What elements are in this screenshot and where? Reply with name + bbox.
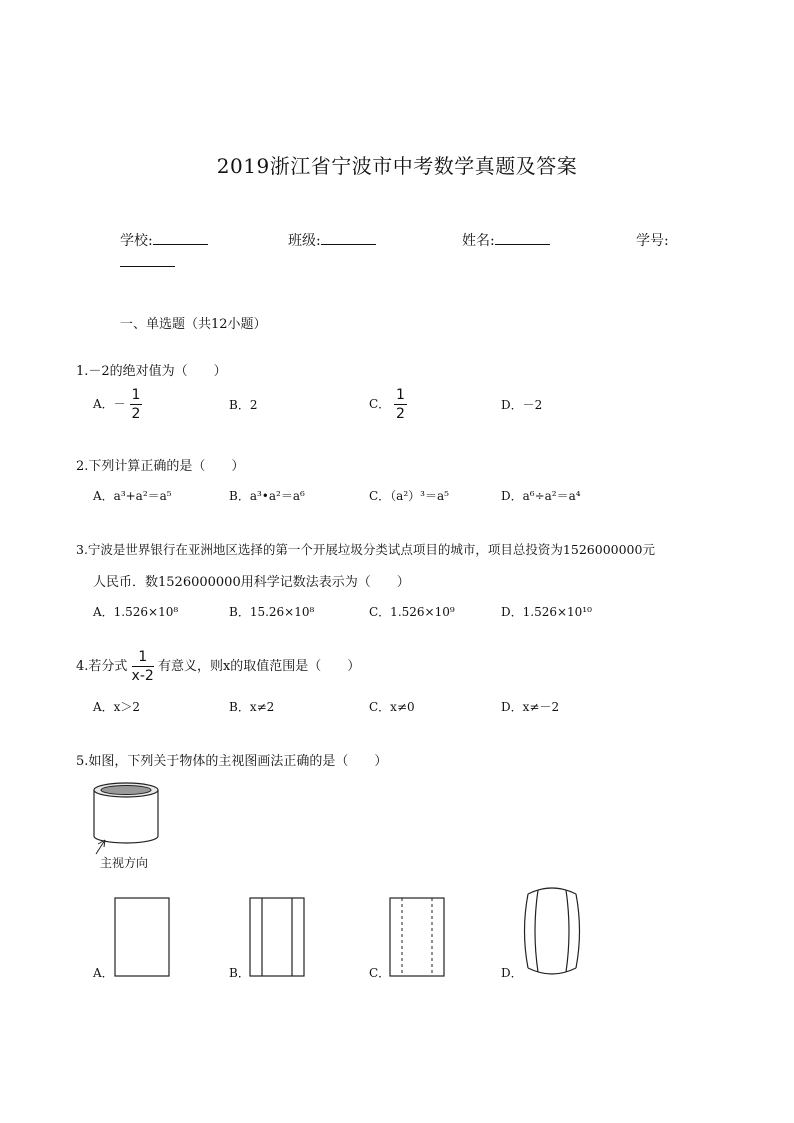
q1-option-d: D．－2 bbox=[501, 398, 543, 412]
q2-option-a: A．a³+a²＝a⁵ bbox=[93, 489, 172, 503]
q1-a-prefix: A．－ bbox=[93, 397, 126, 411]
q4-option-a: A．x＞2 bbox=[93, 700, 141, 714]
q1-a-fraction bbox=[130, 388, 143, 421]
q5-option-c-figure bbox=[388, 896, 448, 980]
q4-option-b: B．x≠2 bbox=[229, 700, 275, 714]
q5-option-c: C． bbox=[369, 966, 391, 980]
q1-c-fraction bbox=[394, 388, 407, 421]
q1-c-num: 1 bbox=[396, 387, 405, 403]
q5-option-d: D． bbox=[501, 966, 523, 980]
q3-option-b: B．15.26×10⁸ bbox=[229, 605, 315, 619]
name-field bbox=[462, 230, 550, 250]
q4-stem-pre: 4.若分式 bbox=[76, 659, 128, 674]
q4-option-d: D．x≠－2 bbox=[501, 700, 560, 714]
q2-option-d: D．a⁶÷a²＝a⁴ bbox=[501, 489, 581, 503]
q4-fraction bbox=[132, 650, 154, 683]
id-blank bbox=[120, 252, 175, 271]
section-title: 一、单选题（共12小题） bbox=[120, 317, 267, 332]
q4-stem-post: 有意义，则x的取值范围是（ ） bbox=[157, 659, 361, 674]
q3-stem-line2: 人民币．数1526000000用科学记数法表示为（ ） bbox=[93, 575, 410, 590]
cylinder-figure bbox=[84, 778, 174, 858]
q1-c-den: 2 bbox=[396, 406, 405, 422]
school-field bbox=[120, 230, 208, 250]
q4-option-c: C．x≠0 bbox=[369, 700, 415, 714]
school-blank bbox=[153, 232, 208, 245]
q1-stem: 1.－2的绝对值为（ ） bbox=[76, 364, 227, 379]
id-label: 学号: bbox=[636, 233, 669, 249]
q2-option-b: B．a³•a²＝a⁶ bbox=[229, 489, 305, 503]
id-field bbox=[636, 230, 669, 250]
q2-stem: 2.下列计算正确的是（ ） bbox=[76, 459, 245, 474]
q5-stem: 5.如图，下列关于物体的主视图画法正确的是（ ） bbox=[76, 754, 388, 769]
q3-option-c: C．1.526×10⁹ bbox=[369, 605, 455, 619]
q5-option-b: B． bbox=[229, 966, 250, 980]
page-title: 2019浙江省宁波市中考数学真题及答案 bbox=[216, 154, 578, 178]
q1-option-a bbox=[93, 388, 142, 421]
q4-frac-num: 1 bbox=[138, 649, 148, 665]
q1-c-prefix: C． bbox=[369, 397, 391, 411]
q1-a-den: 2 bbox=[131, 406, 141, 422]
q3-option-d: D．1.526×10¹⁰ bbox=[501, 605, 592, 619]
class-label: 班级: bbox=[288, 233, 321, 249]
class-field bbox=[288, 230, 376, 250]
q2-option-c: C．（a²）³＝a⁵ bbox=[369, 489, 449, 503]
q5-option-d-figure bbox=[520, 884, 584, 978]
figure-caption: 主视方向 bbox=[100, 856, 149, 870]
q3-stem-line1: 3.宁波是世界银行在亚洲地区选择的第一个开展垃圾分类试点项目的城市，项目总投资为1526000000元 bbox=[76, 542, 655, 557]
school-label: 学校: bbox=[120, 233, 153, 249]
q5-option-b-figure bbox=[248, 896, 308, 980]
q1-option-b: B．2 bbox=[229, 398, 258, 412]
class-blank bbox=[321, 232, 376, 245]
q4-frac-den: x-2 bbox=[131, 668, 154, 684]
q5-option-a-figure bbox=[113, 896, 173, 980]
q4-stem bbox=[76, 650, 360, 683]
name-blank bbox=[495, 232, 550, 245]
q3-option-a: A．1.526×10⁸ bbox=[93, 605, 179, 619]
q1-a-num: 1 bbox=[131, 387, 141, 403]
name-label: 姓名: bbox=[462, 233, 495, 249]
q1-option-c bbox=[369, 388, 407, 421]
q5-option-a: A． bbox=[93, 966, 114, 980]
